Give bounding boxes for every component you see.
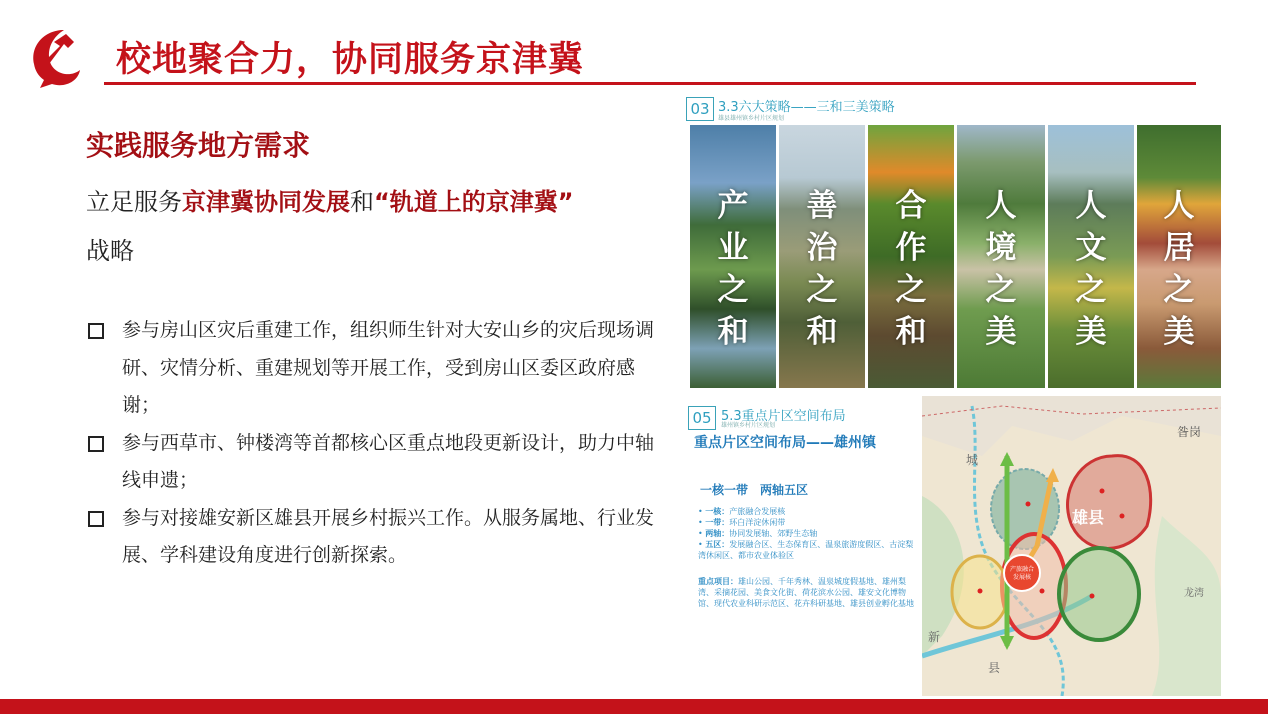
map-label: 新 [928,630,941,644]
panel-subheading: 雄县雄州镇乡村片区规划 [718,115,785,122]
layout-item: • 两轴：协同发展轴、郊野生态轴 [698,529,818,538]
strategy-photo-6 [1137,125,1221,388]
panel-number: 03 [686,97,714,121]
strategy-label: 人 居 之 美 [1163,188,1195,350]
bullet-text: 参与西草市、钟楼湾等首都核心区重点地段更新设计，助力中轴线申遗； [122,431,655,491]
footer-bar [0,699,1268,714]
map-label: 县 [988,661,1001,675]
map-core-label: 发展核 [1012,574,1032,581]
map-label: 昝岗 [1177,425,1202,439]
lead-text-2: 和 [350,188,374,216]
key-projects: 重点项目：雄山公园、千年秀林、温泉城度假基地、雄州梨湾、采摘花园、美食文化街、荷花滨水公园、雄安文化博物馆、现代农业科研示范区、花卉科研基地、雄县创业孵化基地 [698,577,914,608]
panel-subheading: 雄州镇乡村片区规划 [721,422,776,429]
lead-text-1: 立足服务 [86,188,182,216]
layout-title: 重点片区空间布局——雄州镇 [694,435,876,451]
map-core-label: 产旅融合 [1009,566,1035,573]
panel-heading: 5.3重点片区空间布局 [721,409,846,424]
lead-text-3: 战略 [86,237,134,265]
strategy-label: 产 业 之 和 [717,188,749,350]
bullet-text: 参与房山区灾后重建工作，组织师生针对大安山乡的灾后现场调研、灾情分析、重建规划等开展工作，受到房山区委区政府感谢； [122,319,655,416]
title-divider [104,82,1196,85]
lead-highlight-1: 京津冀协同发展 [182,188,350,216]
layout-item: • 一核：产旅融合发展核 [698,507,786,516]
section-subtitle: 实践服务地方需求 [86,129,311,162]
strategy-label: 人 文 之 美 [1075,188,1107,350]
strategy-photo-2 [779,125,865,388]
panel-heading: 3.3六大策略——三和三美策略 [718,100,895,115]
strategy-label: 善 治 之 和 [806,188,838,350]
bullet-text: 参与对接雄安新区雄县开展乡村振兴工作。从服务属地、行业发展、学科建设角度进行创新探索。 [122,506,655,566]
map-label: 龙湾 [1184,588,1204,599]
strategy-photo-4 [957,125,1045,388]
strategy-photo-3 [868,125,954,388]
strategy-label: 人 境 之 美 [985,188,1017,350]
checkbox-square-icon [88,323,104,339]
checkbox-square-icon [88,436,104,452]
strategy-photo-5 [1048,125,1134,388]
bullet-item [86,500,666,575]
hammer-sickle-icon [24,24,90,90]
layout-panel [686,396,1222,696]
checkbox-square-icon [88,511,104,527]
layout-item-list [698,506,916,561]
strategy-label: 合 作 之 和 [895,188,927,350]
district-map [922,396,1221,696]
strategy-photo-1 [690,125,776,388]
layout-item: • 五区：发展融合区、生态保育区、温泉旅游度假区、古淀梨湾休闲区、都市农业体验区 [698,540,914,560]
bullet-item [86,312,666,425]
map-label: 城 [966,453,979,467]
bullet-list [86,312,666,575]
lead-paragraph [86,178,656,276]
page-title: 校地聚合力，协同服务京津冀 [116,40,585,80]
strategy-panel [686,92,1222,392]
layout-section-title: 一核一带 两轴五区 [700,483,809,497]
lead-highlight-2: “轨道上的京津冀” [374,188,574,216]
map-label-town: 雄县 [1072,508,1105,527]
layout-item: • 一带：环白洋淀休闲带 [698,518,786,527]
panel-number: 05 [688,406,716,430]
bullet-item [86,425,666,500]
